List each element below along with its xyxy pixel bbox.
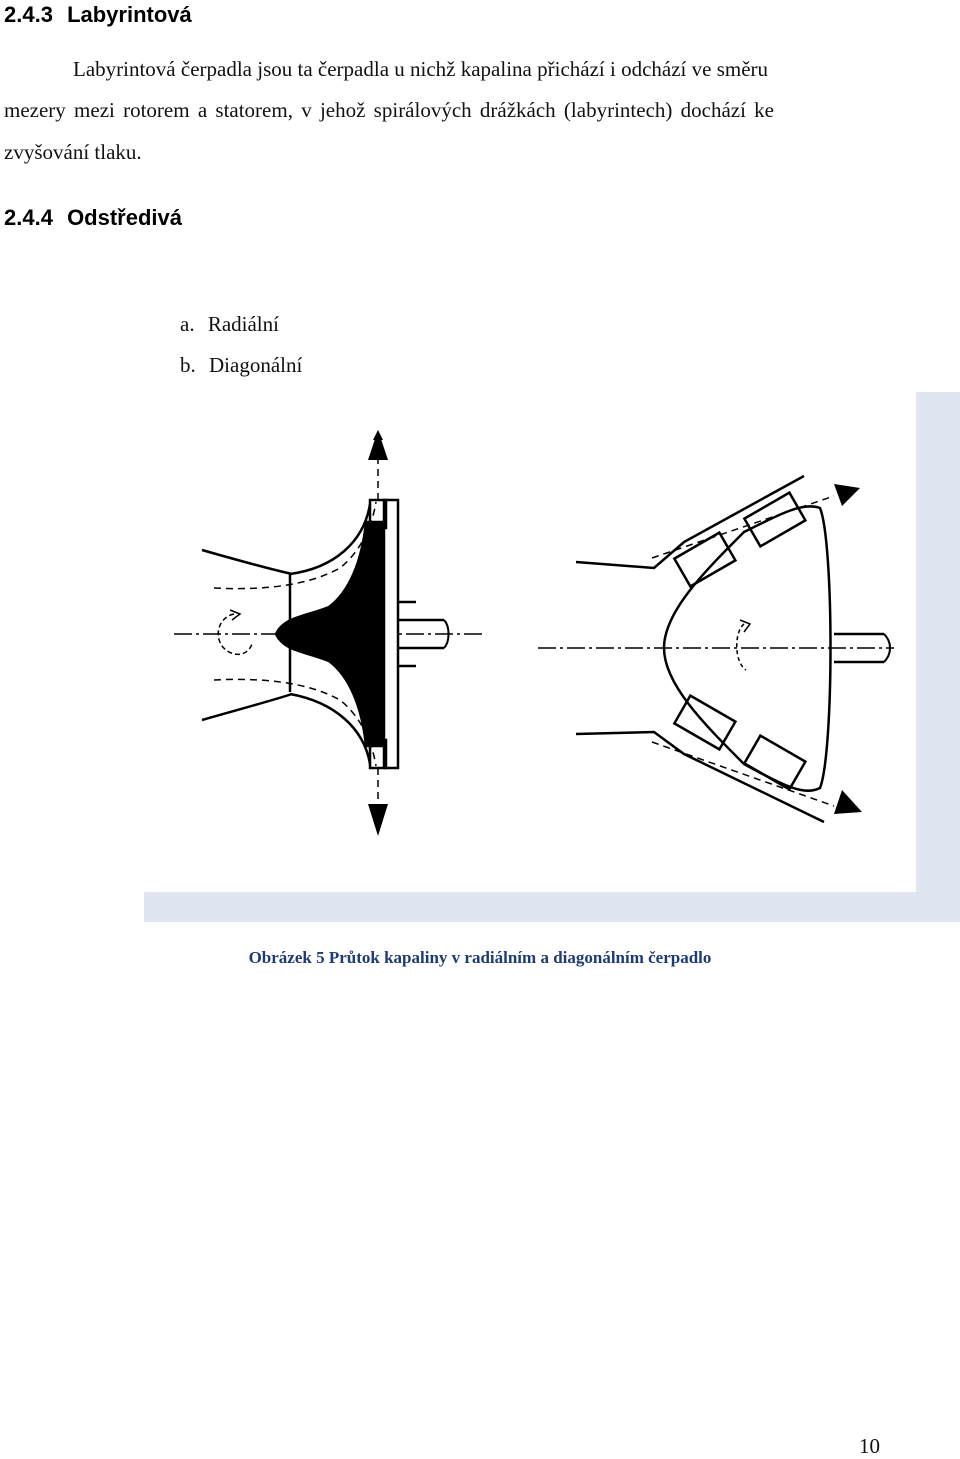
page-number: 10 bbox=[859, 1434, 880, 1458]
list-item-radialni bbox=[180, 312, 279, 337]
list-item-diagonalni bbox=[180, 353, 302, 378]
list-marker: a. bbox=[180, 312, 195, 336]
section-heading-labyrintova bbox=[4, 2, 192, 28]
pump-flow-diagram bbox=[144, 392, 960, 922]
list-text: Radiální bbox=[207, 312, 279, 336]
section-title: Labyrintová bbox=[67, 2, 192, 27]
paragraph-line-3: zvyšování tlaku. bbox=[4, 140, 142, 164]
section-number: 2.4.4 bbox=[4, 205, 53, 230]
section-heading-odstrediva bbox=[4, 205, 182, 231]
list-text: Diagonální bbox=[209, 353, 303, 377]
list-marker: b. bbox=[180, 353, 196, 377]
figure-caption: Obrázek 5 Průtok kapaliny v radiálním a diagonálním čerpadlo bbox=[248, 948, 712, 967]
section-title: Odstředivá bbox=[67, 205, 182, 230]
paragraph-line-1: Labyrintová čerpadla jsou ta čerpadla u nichž kapalina přichází i odchází ve směru bbox=[73, 57, 769, 81]
pump-flow-figure bbox=[144, 392, 960, 922]
section-number: 2.4.3 bbox=[4, 2, 53, 27]
paragraph-line-2: mezery mezi rotorem a statorem, v jehož spirálových drážkách (labyrintech) dochází ke bbox=[4, 98, 774, 122]
